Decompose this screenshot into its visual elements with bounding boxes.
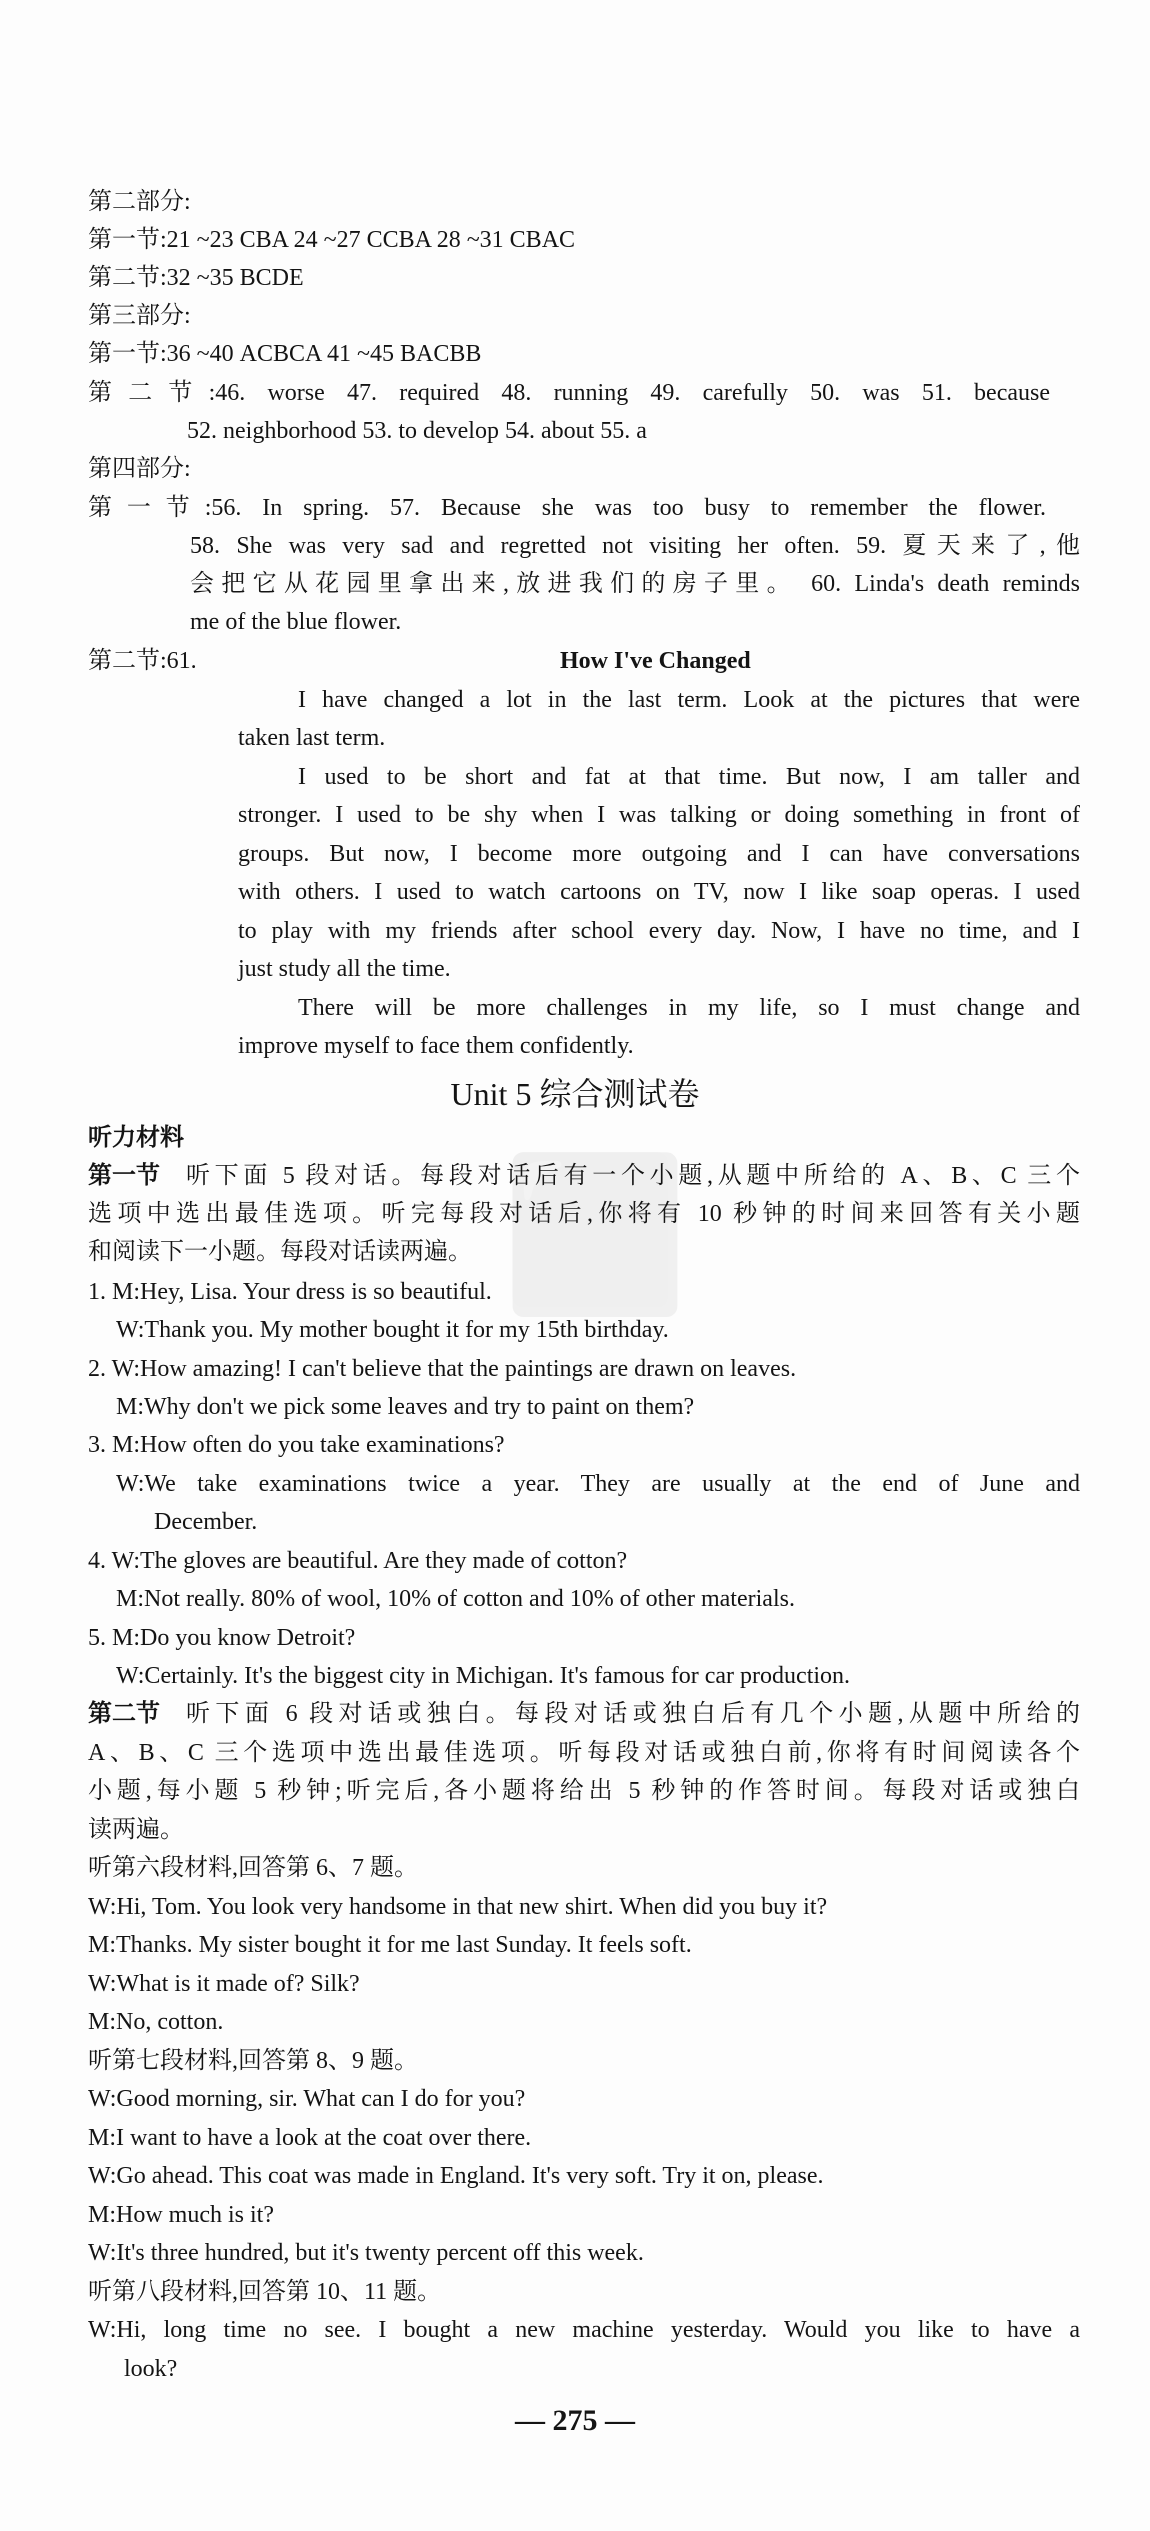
dialog-line: W:We take examinations twice a year. They are usually at the end of June and — [116, 1471, 1080, 1497]
part4-section1-line1: 第一节:56. In spring. 57. Because she was too busy to remember the flower. — [88, 495, 1046, 521]
part3-section2-line1: 第二节:46. worse 47. required 48. running 49. carefully 50. was 51. because — [88, 380, 1050, 406]
dialog-line: 2. W:How amazing! I can't believe that the paintings are drawn on leaves. — [88, 1356, 797, 1382]
dialog-line: W:Thank you. My mother bought it for my 15th birthday. — [116, 1317, 669, 1343]
essay-line: improve myself to face them confidently. — [238, 1033, 634, 1059]
dialog-line: W:Hi, long time no see. I bought a new machine yesterday. Would you like to have a — [88, 2317, 1080, 2343]
part3-section1: 第一节:36 ~40 ACBCA 41 ~45 BACBB — [88, 341, 482, 367]
essay-line: There will be more challenges in my life, so I must change and — [298, 995, 1080, 1021]
section1-label: 第一节 — [88, 1163, 160, 1189]
essay-line: just study all the time. — [238, 956, 451, 982]
part4-section1-line2: 58. She was very sad and regretted not visiting her often. 59. 夏天来了,他 — [190, 533, 1080, 559]
dialog-line: W:Certainly. It's the biggest city in Michigan. It's famous for car production. — [116, 1663, 851, 1689]
dialog-line: W:Good morning, sir. What can I do for you? — [88, 2086, 526, 2112]
dialog-line: 1. M:Hey, Lisa. Your dress is so beautiful. — [88, 1279, 492, 1305]
dialog-line: M:Not really. 80% of wool, 10% of cotton and 10% of other materials. — [116, 1586, 795, 1612]
section2-instruction-line2: A、B、C 三个选项中选出最佳选项。听每段对话或独白前,你将有时间阅读各个 — [88, 1740, 1080, 1766]
part4-section2-label: 第二节:61. — [88, 648, 197, 674]
essay-line: I used to be short and fat at that time. But now, I am taller and — [298, 764, 1080, 790]
essay-line: to play with my friends after school every day. Now, I have no time, and I — [238, 918, 1080, 944]
dialog-line: 5. M:Do you know Detroit? — [88, 1625, 356, 1651]
dialog-line: 3. M:How often do you take examinations? — [88, 1432, 505, 1458]
part4-section1-line4: me of the blue flower. — [190, 609, 402, 635]
dialog-line: M:Thanks. My sister bought it for me last Sunday. It feels soft. — [88, 1932, 692, 1958]
section1-instruction-line1: 听下面 5 段对话。每段对话后有一个小题,从题中所给的 A、B、C 三个 — [186, 1163, 1080, 1189]
part4-section1-line3: 会把它从花园里拿出来,放进我们的房子里。 60. Linda's death reminds — [190, 571, 1080, 597]
material-heading: 听第六段材料,回答第 6、7 题。 — [88, 1855, 418, 1881]
part2-section1: 第一节:21 ~23 CBA 24 ~27 CCBA 28 ~31 CBAC — [88, 227, 576, 253]
dialog-line: December. — [154, 1509, 258, 1535]
section1-instruction-line2: 选项中选出最佳选项。听完每段对话后,你将有 10 秒钟的时间来回答有关小题 — [88, 1201, 1080, 1227]
dialog-line: M:Why don't we pick some leaves and try to paint on them? — [116, 1394, 695, 1420]
dialog-line: W:It's three hundred, but it's twenty percent off this week. — [88, 2240, 644, 2266]
section2-instruction-line1: 听下面 6 段对话或独白。每段对话或独白后有几个小题,从题中所给的 — [186, 1701, 1080, 1727]
dialog-line: look? — [124, 2356, 178, 2382]
dialog-line: M:How much is it? — [88, 2202, 274, 2228]
essay-line: groups. But now, I become more outgoing and I can have conversations — [238, 841, 1080, 867]
part3-section2-line2: 52. neighborhood 53. to develop 54. about 55. a — [187, 418, 647, 444]
section2-label: 第二节 — [88, 1701, 160, 1727]
part2-section2: 第二节:32 ~35 BCDE — [88, 265, 304, 291]
essay-line: taken last term. — [238, 725, 386, 751]
material-heading: 听第七段材料,回答第 8、9 题。 — [88, 2048, 418, 2074]
part2-title: 第二部分: — [88, 189, 191, 215]
listening-heading: 听力材料 — [88, 1125, 184, 1151]
essay-title: How I've Changed — [560, 648, 751, 674]
part4-title: 第四部分: — [88, 456, 191, 482]
dialog-line: 4. W:The gloves are beautiful. Are they made of cotton? — [88, 1548, 628, 1574]
dialog-line: M:No, cotton. — [88, 2009, 224, 2035]
dialog-line: M:I want to have a look at the coat over there. — [88, 2125, 532, 2151]
section1-instruction-line3: 和阅读下一小题。每段对话读两遍。 — [88, 1239, 472, 1265]
watermark-logo: ⬛ — [501, 1148, 689, 1322]
dialog-line: W:Hi, Tom. You look very handsome in that new shirt. When did you buy it? — [88, 1894, 828, 1920]
section2-instruction-line4: 读两遍。 — [88, 1817, 184, 1843]
dialog-line: W:What is it made of? Silk? — [88, 1971, 360, 1997]
section2-instruction-line3: 小题,每小题 5 秒钟;听完后,各小题将给出 5 秒钟的作答时间。每段对话或独白 — [88, 1778, 1080, 1804]
unit-title: Unit 5 综合测试卷 — [450, 1076, 700, 1112]
part3-title: 第三部分: — [88, 303, 191, 329]
essay-line: with others. I used to watch cartoons on TV, now I like soap operas. I used — [238, 879, 1080, 905]
essay-line: I have changed a lot in the last term. Look at the pictures that were — [298, 687, 1080, 713]
dialog-line: W:Go ahead. This coat was made in England. It's very soft. Try it on, please. — [88, 2163, 824, 2189]
page-number: — 275 — — [515, 2404, 635, 2437]
material-heading: 听第八段材料,回答第 10、11 题。 — [88, 2279, 442, 2305]
essay-line: stronger. I used to be shy when I was talking or doing something in front of — [238, 802, 1080, 828]
